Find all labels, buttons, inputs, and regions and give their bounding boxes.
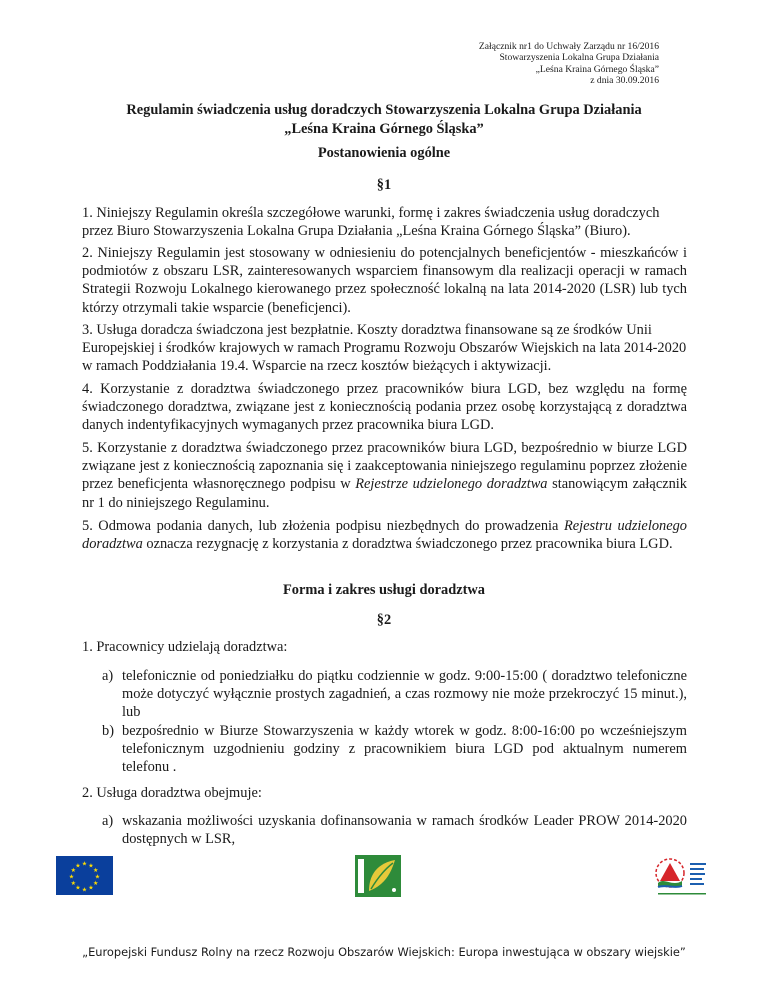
- annex-line: „Leśna Kraina Górnego Śląska”: [535, 63, 659, 75]
- paragraph-2-1: 1. Pracownicy udzielają doradztwa:: [82, 639, 288, 655]
- paragraph-mark-1: §1: [376, 177, 392, 193]
- footer-text: „Europejski Fundusz Rolny na rzecz Rozwoju Obszarów Wiejskich: Europa inwestująca w obszary wiejskie”: [82, 945, 686, 959]
- prow-logo-icon: [652, 851, 714, 901]
- svg-text:★: ★: [70, 880, 76, 887]
- annex-line: z dnia 30.09.2016: [590, 75, 659, 87]
- p5-text-a: 5. Korzystanie z doradztwa świadczonego przez pracowników biura LGD, bezpośrednio w biurze LGD związane jest z koniecznością zapoznania się i zaakceptowania niniejszego regulaminu poprzez złożenie przez beneficjenta własnoręcznego podpisu w: [82, 440, 687, 493]
- paragraph-1-5: [82, 439, 687, 512]
- paragraph-1-6: [82, 517, 687, 553]
- paragraph-1-4: 4. Korzystanie z doradztwa świadczonego przez pracowników biura LGD, bez względu na formę świadczonego doradztwa, związane jest z koniecznością podania przez osobę korzystającą z doradztwa danych indentyfikacyjnych wymaganych przez pracownika biura LGD.: [82, 381, 687, 434]
- list-item: [102, 667, 687, 722]
- svg-text:★: ★: [75, 862, 81, 870]
- svg-text:★: ★: [93, 880, 99, 887]
- p6-text-a: 5. Odmowa podania danych, lub złożenia podpisu niezbędnych do prowadzenia: [82, 518, 564, 534]
- svg-text:★: ★: [68, 873, 75, 881]
- p5-register-italic: Rejestrze udzielonego doradztwa: [355, 476, 548, 493]
- svg-text:★: ★: [81, 886, 88, 894]
- annex-line: Stowarzyszenia Lokalna Grupa Działania: [499, 52, 659, 64]
- title-line-1: Regulamin świadczenia usług doradczych Stowarzyszenia Lokalna Grupa Działania: [126, 102, 642, 118]
- document-title: [60, 101, 708, 138]
- paragraph-2-2: 2. Usługa doradztwa obejmuje:: [82, 785, 262, 801]
- svg-text:★: ★: [88, 862, 94, 870]
- eu-flag-icon: [56, 856, 113, 895]
- p5-text-b: stanowiącym załącznik nr 1 do niniejszego Regulaminu.: [82, 476, 687, 511]
- svg-text:★: ★: [94, 873, 101, 881]
- list-item-text: bezpośrednio w Biurze Stowarzyszenia w każdy wtorek w godz. 8:00-16:00 po wcześniejszym telefonicznym uzgodnieniu godziny z pracownikiem biura LGD pod aktualnym numerem telefonu .: [122, 723, 687, 776]
- svg-text:★: ★: [81, 860, 88, 868]
- leader-logo-icon: [355, 855, 401, 897]
- svg-text:★: ★: [88, 884, 94, 892]
- annex-line: Załącznik nr1 do Uchwały Zarządu nr 16/2016: [478, 41, 659, 52]
- list-item-label: a): [102, 668, 114, 684]
- list-item-label: b): [102, 723, 114, 739]
- list-item: [102, 722, 687, 777]
- paragraph-1-1: 1. Niniejszy Regulamin określa szczegółowe warunki, formę i zakres świadczenia usług doradczych przez Biuro Stowarzyszenia Lokalna Grupa Działania „Leśna Kraina Górnego Śląska” (Biuro).: [82, 205, 660, 240]
- list-item-label: a): [102, 813, 114, 829]
- title-line-2: „Leśna Kraina Górnego Śląska”: [284, 120, 484, 137]
- annex-note: [339, 41, 659, 87]
- section-heading-general: Postanowienia ogólne: [317, 145, 451, 161]
- paragraph-mark-2: §2: [376, 612, 392, 628]
- svg-text:★: ★: [93, 867, 99, 874]
- list-item-text: wskazania możliwości uzyskania dofinansowania w ramach środków Leader PROW 2014-2020 dostępnych w LSR,: [122, 813, 687, 848]
- list-item: [102, 812, 687, 848]
- svg-text:★: ★: [75, 884, 81, 892]
- p6-text-b: oznacza rezygnację z korzystania z doradztwa świadczonego przez pracownika biura LGD.: [142, 536, 673, 553]
- section-heading-form: Forma i zakres usługi doradztwa: [283, 582, 485, 598]
- p6-register-italic: Rejestru udzielonego doradztwa: [82, 518, 687, 553]
- paragraph-1-2: 2. Niniejszy Regulamin jest stosowany w odniesieniu do potencjalnych beneficjentów - mieszkańców i podmiotów z obszaru LSR, zainteresowanych wsparciem finansowym dla realizacji operacji w ramach Strategii Rozwoju Lokalnego kierowanego przez społeczność lokalną na lata 2014-2020 (LSR) lub tych którzy otrzymali takie wsparcie (beneficjenci).: [82, 245, 687, 316]
- svg-text:★: ★: [70, 867, 76, 874]
- list-item-text: telefonicznie od poniedziałku do piątku codziennie w godz. 9:00-15:00 ( doradztwo telefoniczne może dotyczyć wyłącznie prostych zagadnień, a czas rozmowy nie może przekroczyć 15 minut.), lub: [122, 668, 687, 721]
- paragraph-1-3: 3. Usługa doradcza świadczona jest bezpłatnie. Koszty doradztwa finansowane są ze środków Unii Europejskiej i środków krajowych w ramach Programu Rozwoju Obszarów Wiejskich na lata 2014-2020 w ramach Poddziałania 19.4. Wsparcie na rzecz kosztów bieżących i aktywizacji.: [82, 322, 687, 375]
